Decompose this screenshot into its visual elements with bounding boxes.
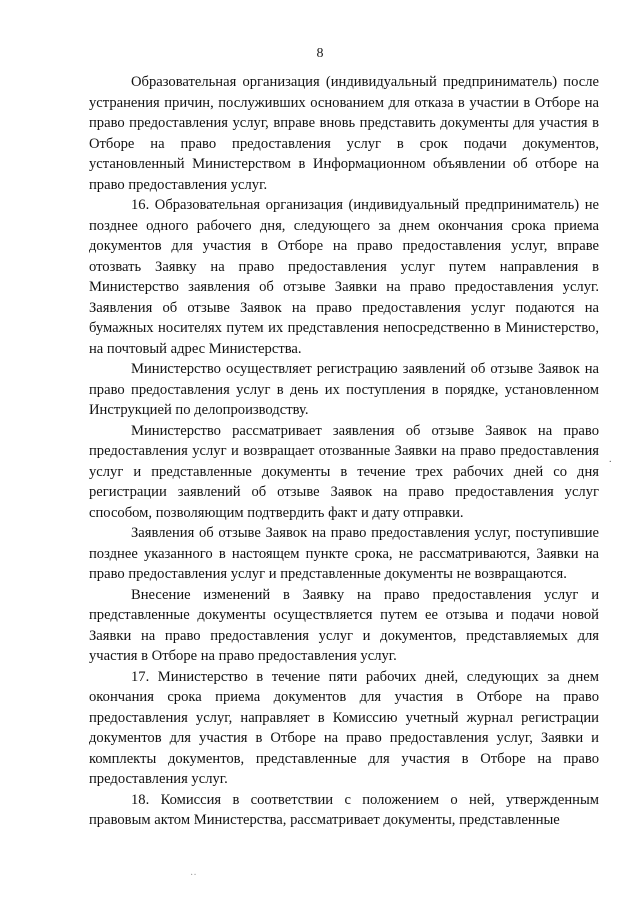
paragraph-review: Министерство рассматривает заявления об отзыве Заявок на право предоставления услуг и возвращает отозванные Заявки на право предоставления услуг и представленные документы в течение трех рабочих дней со дня регистрации заявлений об отзыве Заявок на право предоставления услуг способом, позволяющим подтвердить факт и дату отправки. <box>89 422 599 521</box>
paragraph-reapply: Образовательная организация (индивидуальный предприниматель) после устранения причин, послуживших основанием для отказа в участии в Отборе на право предоставления услуг, вправе вновь представить документы для участия в Отборе на право предоставления услуг в срок подачи документов, установленный Министерством в Информационном объявлении об отборе на право предоставления услуг. <box>89 74 599 193</box>
paragraph-amendments: Внесение изменений в Заявку на право предоставления услуг и представленные документы осуществляется путем ее отзыва и подачи новой Заявки на право предоставления услуг и документов, представляемых для участия в Отборе на право предоставления услуг. <box>89 586 599 664</box>
document-body <box>89 72 599 831</box>
paragraph-16-withdrawal: 16. Образовательная организация (индивидуальный предприниматель) не позднее одного рабочего дня, следующего за днем окончания срока приема документов для участия в Отборе на право предоставления услуг, вправе отозвать Заявку на право предоставления услуг путем направления в Министерство заявления об отзыве Заявки на право предоставления услуг. Заявления об отзыве Заявок на право предоставления услуг подаются на бумажных носителях путем их представления непосредственно в Министерство, на почтовый адрес Министерства. <box>89 197 599 357</box>
bottom-scan-mark: ·· <box>190 870 197 881</box>
margin-dot: . <box>609 454 612 465</box>
paragraph-registration: Министерство осуществляет регистрацию заявлений об отзыве Заявок на право предоставления услуг в день их поступления в порядке, установленном Инструкцией по делопроизводству. <box>89 361 599 418</box>
page-number: 8 <box>316 46 324 61</box>
paragraph-17-ministry: 17. Министерство в течение пяти рабочих дней, следующих за днем окончания срока приема документов для участия в Отборе на право предоставления услуг, направляет в Комиссию учетный журнал регистрации документов для участия в Отборе на право предоставления услуг, Заявки и комплекты документов, представленные для участия в Отборе на право предоставления услуг. <box>89 668 599 787</box>
paragraph-late-withdrawal: Заявления об отзыве Заявок на право предоставления услуг, поступившие позднее указанного в настоящем пункте срока, не рассматриваются, Заявки на право предоставления услуг и представленные документы не возвращаются. <box>89 525 599 582</box>
paragraph-18-commission: 18. Комиссия в соответствии с положением о ней, утвержденным правовым актом Министерства, рассматривает документы, представленные <box>89 791 599 828</box>
